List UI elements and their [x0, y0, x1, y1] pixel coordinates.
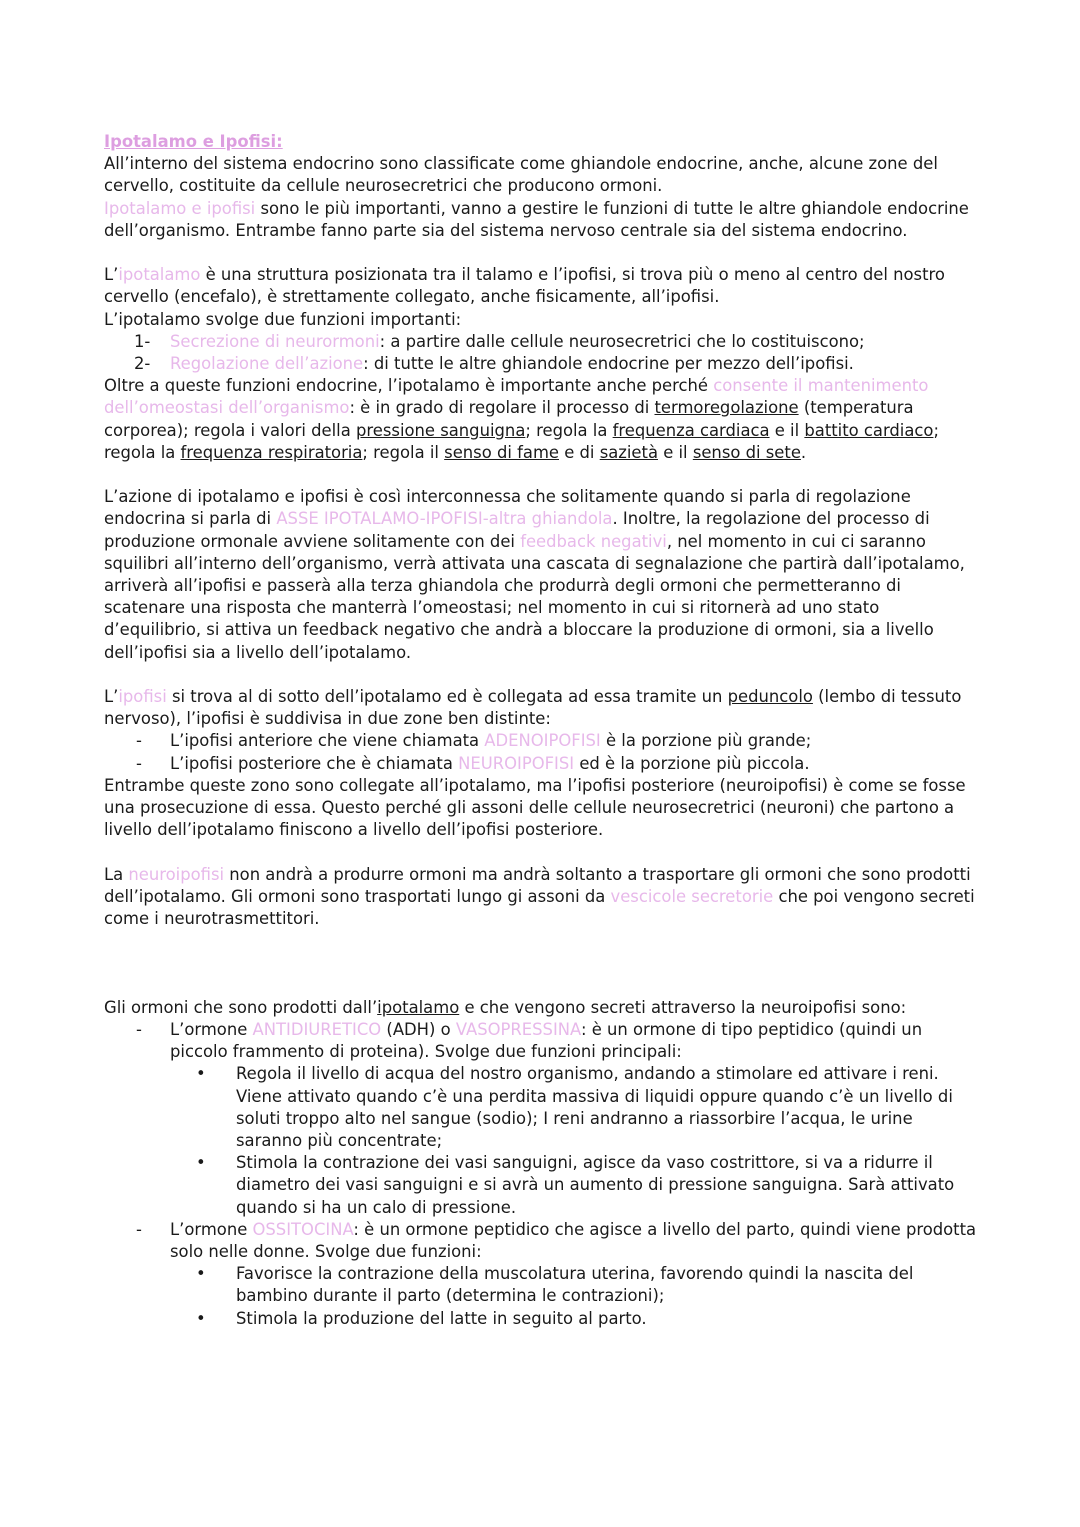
section-title: Ipotalamo e Ipofisi: — [104, 132, 283, 151]
paragraph-neuroipofisi: La neuroipofisi non andrà a produrre ormoni ma andrà soltanto a trasportare gli ormoni che sono prodotti dell’ipotalamo. Gli ormoni sono trasportati lungo gi assoni da vescicole secretorie che poi vengono secreti come i neurotrasmettitori. — [104, 864, 975, 929]
bullet-item: • Stimola la produzione del latte in seguito al parto. — [104, 1308, 980, 1330]
paragraph-intro: All’interno del sistema endocrino sono classificate come ghiandole endocrine, anche, alcune zone del cervello, costituite da cellule neurosecretrici che producono ormoni. — [104, 154, 938, 196]
list-item: 1- Secrezione di neurormoni: a partire dalle cellule neurosecretrici che lo costituiscono; — [134, 331, 865, 351]
list-item: - L’ormone ANTIDIURETICO (ADH) o VASOPRESSINA: è un ormone di tipo peptidico (quindi un piccolo frammento di proteina). Svolge due funzioni principali: — [136, 1020, 923, 1062]
list-item: - L’ipofisi posteriore che è chiamata NEUROIPOFISI ed è la porzione più piccola. — [136, 753, 810, 773]
functions-intro: L’ipotalamo svolge due funzioni importanti: — [104, 309, 462, 329]
paragraph-ormoni: Gli ormoni che sono prodotti dall’ipotalamo e che vengono secreti attraverso la neuroipofisi sono: — [104, 997, 907, 1017]
bullet-icon: • — [196, 1153, 206, 1173]
paragraph-intro-2: Ipotalamo e ipofisi sono le più importanti, vanno a gestire le funzioni di tutte le altre ghiandole endocrine dell’organismo. Entrambe fanno parte sia del sistema nervoso centrale sia del sistema endocrino. — [104, 198, 969, 240]
bullet-item: • Stimola la contrazione dei vasi sanguigni, agisce da vaso costrittore, si va a ridurre il diametro dei vasi sanguigni e si avrà un aumento di pressione sanguigna. Sarà attivato quando si ha un calo di pressione. — [104, 1152, 980, 1219]
paragraph-ipotalamo: L’ipotalamo è una struttura posizionata tra il talamo e l’ipofisi, si trova più o meno al centro del nostro cervello (encefalo), è strettamente collegato, anche fisicamente, all’ipofisi. — [104, 265, 945, 307]
paragraph-ipofisi: L’ipofisi si trova al di sotto dell’ipotalamo ed è collegata ad essa tramite un peduncolo (lembo di tessuto nervoso), l’ipofisi è suddivisa in due zone ben distinte: — [104, 687, 962, 729]
paragraph-zone: Entrambe queste zono sono collegate all’ipotalamo, ma l’ipofisi posteriore (neuroipofisi) è come se fosse una prosecuzione di essa. Questo perché gli assoni delle cellule neurosecretrici (neuroni) che partono a livello dell’ipotalamo finiscono a livello dell’ipofisi posteriore. — [104, 775, 966, 840]
list-item: - L’ipofisi anteriore che viene chiamata ADENOIPOFISI è la porzione più grande; — [136, 731, 812, 751]
bullet-icon: • — [196, 1308, 206, 1328]
paragraph-asse: L’azione di ipotalamo e ipofisi è così interconnessa che solitamente quando si parla di regolazione endocrina si parla di ASSE IPOTALAMO-IPOFISI-altra ghiandola. Inoltre, la regolazione del processo di produzione ormonale avviene solitamente con dei feedback negativi, nel momento in cui ci saranno squilibri all’interno dell’organismo, verrà attivata una cascata di segnalazione che partirà dall’ipotalamo, arriverà all’ipofisi e passerà alla terza ghiandola che produrrà degli ormoni che permetteranno di scatenare una risposta che manterrà l’omeostasi; nel momento in cui si ritornerà ad uno stato d’equilibrio, si attiva un feedback negativo che andrà a bloccare la produzione di ormoni, sia a livello dell’ipofisi sia a livello dell’ipotalamo. — [104, 487, 965, 662]
bullet-icon: • — [196, 1264, 206, 1284]
bullet-item: • Regola il livello di acqua del nostro organismo, andando a stimolare ed attivare i reni. Viene attivato quando c’è una perdita massiva di liquidi oppure quando c’è un livello di soluti troppo alto nel sangue (sodio); I reni andranno a riassorbire l’acqua, le urine saranno più concentrate; — [104, 1063, 980, 1152]
list-item: - L’ormone OSSITOCINA: è un ormone peptidico che agisce a livello del parto, quindi viene prodotta solo nelle donne. Svolge due funzioni: — [136, 1219, 977, 1262]
bullet-item: • Favorisce la contrazione della muscolatura uterina, favorendo quindi la nascita del bambino durante il parto (determina le contrazioni); — [104, 1263, 980, 1307]
document-page — [104, 131, 980, 1330]
list-item: 2- Regolazione dell’azione: di tutte le altre ghiandole endocrine per mezzo dell’ipofisi. — [134, 354, 854, 374]
paragraph-omeostasi: Oltre a queste funzioni endocrine, l’ipotalamo è importante anche perché consente il mantenimento dell’omeostasi dell’organismo: è in grado di regolare il processo di termoregolazione (temperatura corporea); regola i valori della pressione sanguigna; regola la frequenza cardiaca e il battito cardiaco; regola la frequenza respiratoria; regola il senso di fame e di sazietà e il senso di sete. — [104, 376, 939, 462]
bullet-icon: • — [196, 1064, 206, 1084]
